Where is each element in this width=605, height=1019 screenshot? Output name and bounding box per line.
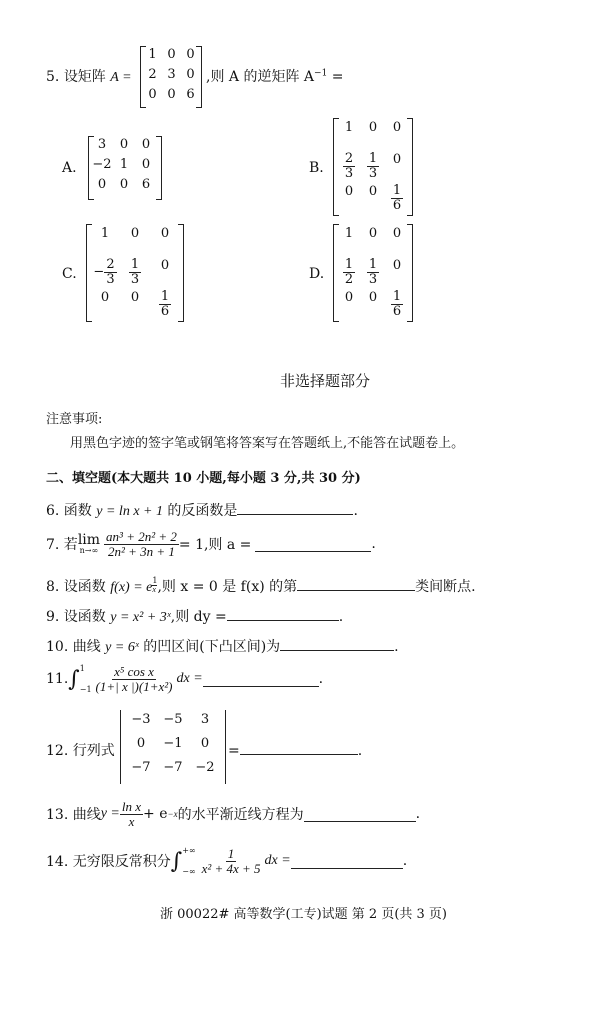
matrix-cell: $\frac{1}{3}$: [130, 257, 140, 287]
matrix-cell: $\frac{1}{3}$: [368, 151, 378, 181]
page-footer: 浙 00022# 高等数学(工专)试题 第 2 页(共 3 页): [160, 907, 448, 922]
option-d-label: D.: [309, 266, 325, 282]
option-a-matrix: [88, 136, 162, 200]
matrix-cell: 1: [100, 226, 110, 241]
q14-answer-blank[interactable]: [291, 854, 403, 869]
matrix-cell: 0: [392, 226, 402, 241]
q7-lim: lim: [77, 532, 101, 549]
matrix-cell: 0: [136, 736, 146, 751]
matrix-cell: $\frac{1}{2}$: [344, 257, 354, 287]
matrix-cell: 0: [344, 290, 354, 305]
matrix-cell: −5: [163, 712, 183, 727]
matrix-cell: 0: [97, 177, 107, 192]
matrix-cell: 0: [344, 184, 354, 199]
matrix-cell: 0: [119, 177, 129, 192]
q11-answer-blank[interactable]: [203, 672, 319, 687]
matrix-cell: 0: [392, 152, 402, 167]
matrix-cell: −2: [92, 157, 112, 172]
matrix-cell: 0: [148, 87, 157, 102]
question-10: 10. 曲线 y = 6ˣ 的凹区间(下凸区间)为 .: [46, 636, 399, 656]
matrix-cell: −1: [163, 736, 183, 751]
notice-heading: 注意事项:: [46, 412, 103, 427]
matrix-cell: 0: [130, 290, 140, 305]
matrix-cell: $\frac{1}{6}$: [392, 183, 402, 213]
matrix-cell: 1: [119, 157, 129, 172]
notice-body: 用黑色字迹的签字笔或钢笔将答案写在答题纸上,不能答在试题卷上。: [70, 436, 465, 451]
matrix-cell: $\frac{1}{6}$: [160, 289, 170, 319]
q7-lim-sub: n→∞: [79, 546, 99, 556]
matrix-cell: 0: [368, 290, 378, 305]
option-b-matrix: [333, 118, 413, 216]
matrix-cell: 3: [200, 712, 210, 727]
question-6: 6. 函数 y = ln x + 1 的反函数是 .: [46, 500, 358, 520]
matrix-cell: 0: [160, 226, 170, 241]
matrix-cell: 0: [392, 120, 402, 135]
question-7: 7. 若 lim n→∞ $\frac{\text{an³ + 2n² + 2}}{\text{2n² + 3n + 1}}$ = 1,则 a = .: [46, 529, 376, 559]
matrix-cell: 1: [344, 120, 354, 135]
q7-answer-blank[interactable]: [255, 537, 371, 552]
q9-answer-blank[interactable]: [227, 606, 339, 621]
q5-prefix: 设矩阵: [63, 69, 106, 85]
matrix-cell: 0: [368, 184, 378, 199]
matrix-cell: −3: [131, 712, 151, 727]
q5-suffix: ,则 A 的逆矩阵 $A^{-1}$ =: [206, 68, 344, 85]
matrix-cell: 0: [141, 137, 151, 152]
part2-heading: 二、填空题(本大题共 10 小题,每小题 3 分,共 30 分): [46, 471, 361, 486]
matrix-cell: −2: [195, 760, 215, 775]
matrix-cell: 0: [186, 67, 195, 82]
question-11: 11. ∫ 1 −1 $\frac{\text{x⁵ cos x}}{\text{(1+| x |)(1+x²)}}$ dx = .: [46, 663, 324, 694]
question-13: 13. 曲线 y = $\frac{\text{ln x}}{x}$ + e −x 的水平渐近线方程为 .: [46, 799, 421, 829]
q5-number: 5.: [46, 69, 60, 85]
matrix-cell: 1: [344, 226, 354, 241]
matrix-cell: 3: [167, 67, 176, 82]
matrix-cell: 0: [130, 226, 140, 241]
matrix-cell: −7: [131, 760, 151, 775]
question-8: 8. 设函数 f(x) = e $^{\frac{1}{x}}$ ,则 x = 0 是 f(x) 的第 类间断点.: [46, 576, 476, 595]
option-c-matrix: [86, 224, 184, 322]
matrix-cell: 3: [97, 137, 107, 152]
matrix-cell: 0: [200, 736, 210, 751]
question-5: [46, 66, 132, 86]
matrix-cell: 6: [186, 87, 195, 102]
q10-answer-blank[interactable]: [280, 636, 394, 651]
matrix-cell: $\frac{1}{6}$: [392, 289, 402, 319]
matrix-cell: 0: [368, 226, 378, 241]
question-14: 14. 无穷限反常积分 ∫ +∞ −∞ $\frac{1}{\text{x² + 4x + 5}}$ dx = .: [46, 845, 408, 876]
matrix-cell: 2: [148, 67, 157, 82]
q6-answer-blank[interactable]: [237, 500, 353, 515]
matrix-cell: 0: [100, 290, 110, 305]
option-c-label: C.: [62, 266, 77, 282]
matrix-cell: $\frac{2}{3}$: [344, 151, 354, 181]
matrix-cell: 0: [141, 157, 151, 172]
matrix-cell: − $\frac{2}{3}$: [93, 257, 115, 287]
q12-answer-blank[interactable]: [240, 740, 358, 755]
matrix-cell: $\frac{1}{3}$: [368, 257, 378, 287]
q12-label: 12. 行列式: [46, 743, 115, 759]
matrix-a: [140, 46, 202, 108]
q12-answer: = .: [228, 740, 362, 759]
matrix-cell: 0: [119, 137, 129, 152]
matrix-cell: 6: [141, 177, 151, 192]
q13-answer-blank[interactable]: [304, 807, 416, 822]
option-b-label: B.: [309, 160, 324, 176]
matrix-cell: 0: [186, 47, 195, 62]
matrix-cell: 0: [167, 87, 176, 102]
matrix-cell: 1: [148, 47, 157, 62]
option-d-matrix: [333, 224, 413, 322]
q5-a-label: A =: [110, 70, 132, 85]
matrix-cell: 0: [392, 258, 402, 273]
matrix-cell: −7: [163, 760, 183, 775]
matrix-cell: 0: [167, 47, 176, 62]
q12-determinant: [120, 710, 226, 784]
matrix-cell: 0: [160, 258, 170, 273]
matrix-cell: 0: [368, 120, 378, 135]
q8-answer-blank[interactable]: [297, 576, 415, 591]
question-9: 9. 设函数 y = x² + 3ˣ,则 dy = .: [46, 606, 343, 626]
option-a-label: A.: [62, 160, 77, 176]
section-title: 非选择题部分: [280, 372, 371, 390]
